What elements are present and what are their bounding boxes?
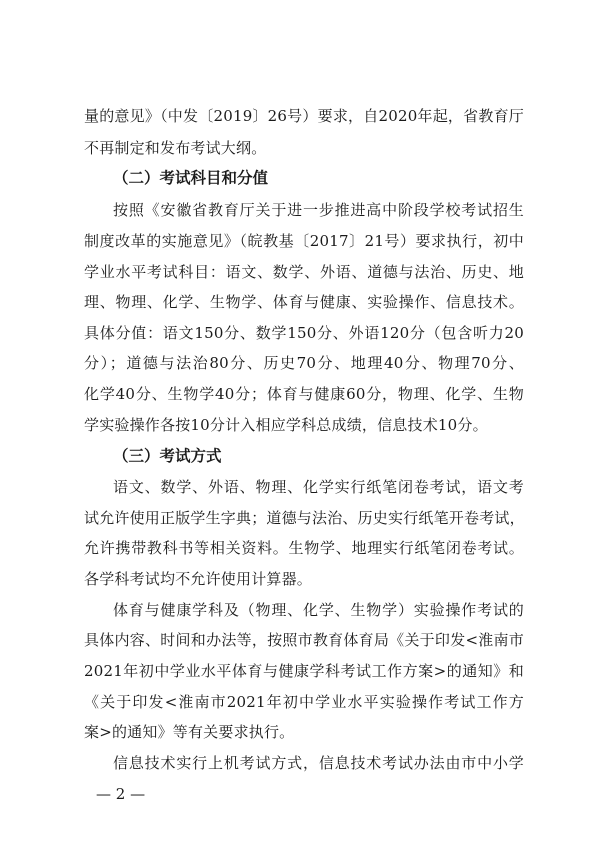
body-line: 按照《安徽省教育厅关于进一步推进高中阶段学校考试招生 (113, 201, 524, 219)
body-line: 2021年初中学业水平体育与健康学科考试工作方案>的通知》和 (84, 662, 524, 680)
body-line: 信息技术实行上机考试方式，信息技术考试办法由市中小学 (113, 754, 524, 772)
body-line: 试允许使用正版学生字典；道德与法治、历史实行纸笔开卷考试， (84, 509, 525, 527)
body-line: 语文、数学、外语、物理、化学实行纸笔闭卷考试，语文考 (113, 478, 524, 496)
body-line: 分）；道德与法治80分、历史70分、地理40分、物理70分、 (84, 354, 524, 372)
page-number: — 2 — (96, 785, 146, 803)
body-line: 允许携带教科书等相关资料。生物学、地理实行纸笔闭卷考试。 (84, 539, 524, 557)
body-line: 学业水平考试科目：语文、数学、外语、道德与法治、历史、地 (84, 263, 524, 281)
body-line: 化学40分、生物学40分；体育与健康60分，物理、化学、生物 (84, 385, 524, 403)
body-line: 案>的通知》等有关要求执行。 (84, 723, 295, 741)
body-line: 各学科考试均不允许使用计算器。 (84, 570, 313, 588)
body-line: 体育与健康学科及（物理、化学、生物学）实验操作考试的 (113, 601, 524, 619)
body-line: 理、物理、化学、生物学、体育与健康、实验操作、信息技术。 (84, 293, 524, 311)
body-line: 制度改革的实施意见》（皖教基〔2017〕21号）要求执行，初中 (84, 232, 524, 250)
section-heading: （三）考试方式 (113, 447, 222, 465)
body-line: 《关于印发<淮南市2021年初中学业水平实验操作考试工作方 (84, 693, 524, 711)
section-heading: （二）考试科目和分值 (113, 169, 269, 187)
body-line: 量的意见》（中发〔2019〕26号）要求，自2020年起，省教育厅 (84, 107, 524, 125)
body-line: 学实验操作各按10分计入相应学科总成绩，信息技术10分。 (84, 416, 488, 434)
body-line: 具体分值：语文150分、数学150分、外语120分（包含听力20 (84, 324, 524, 342)
body-line: 具体内容、时间和办法等，按照市教育体育局《关于印发<淮南市 (84, 631, 524, 649)
body-line: 不再制定和发布考试大纲。 (84, 139, 267, 157)
